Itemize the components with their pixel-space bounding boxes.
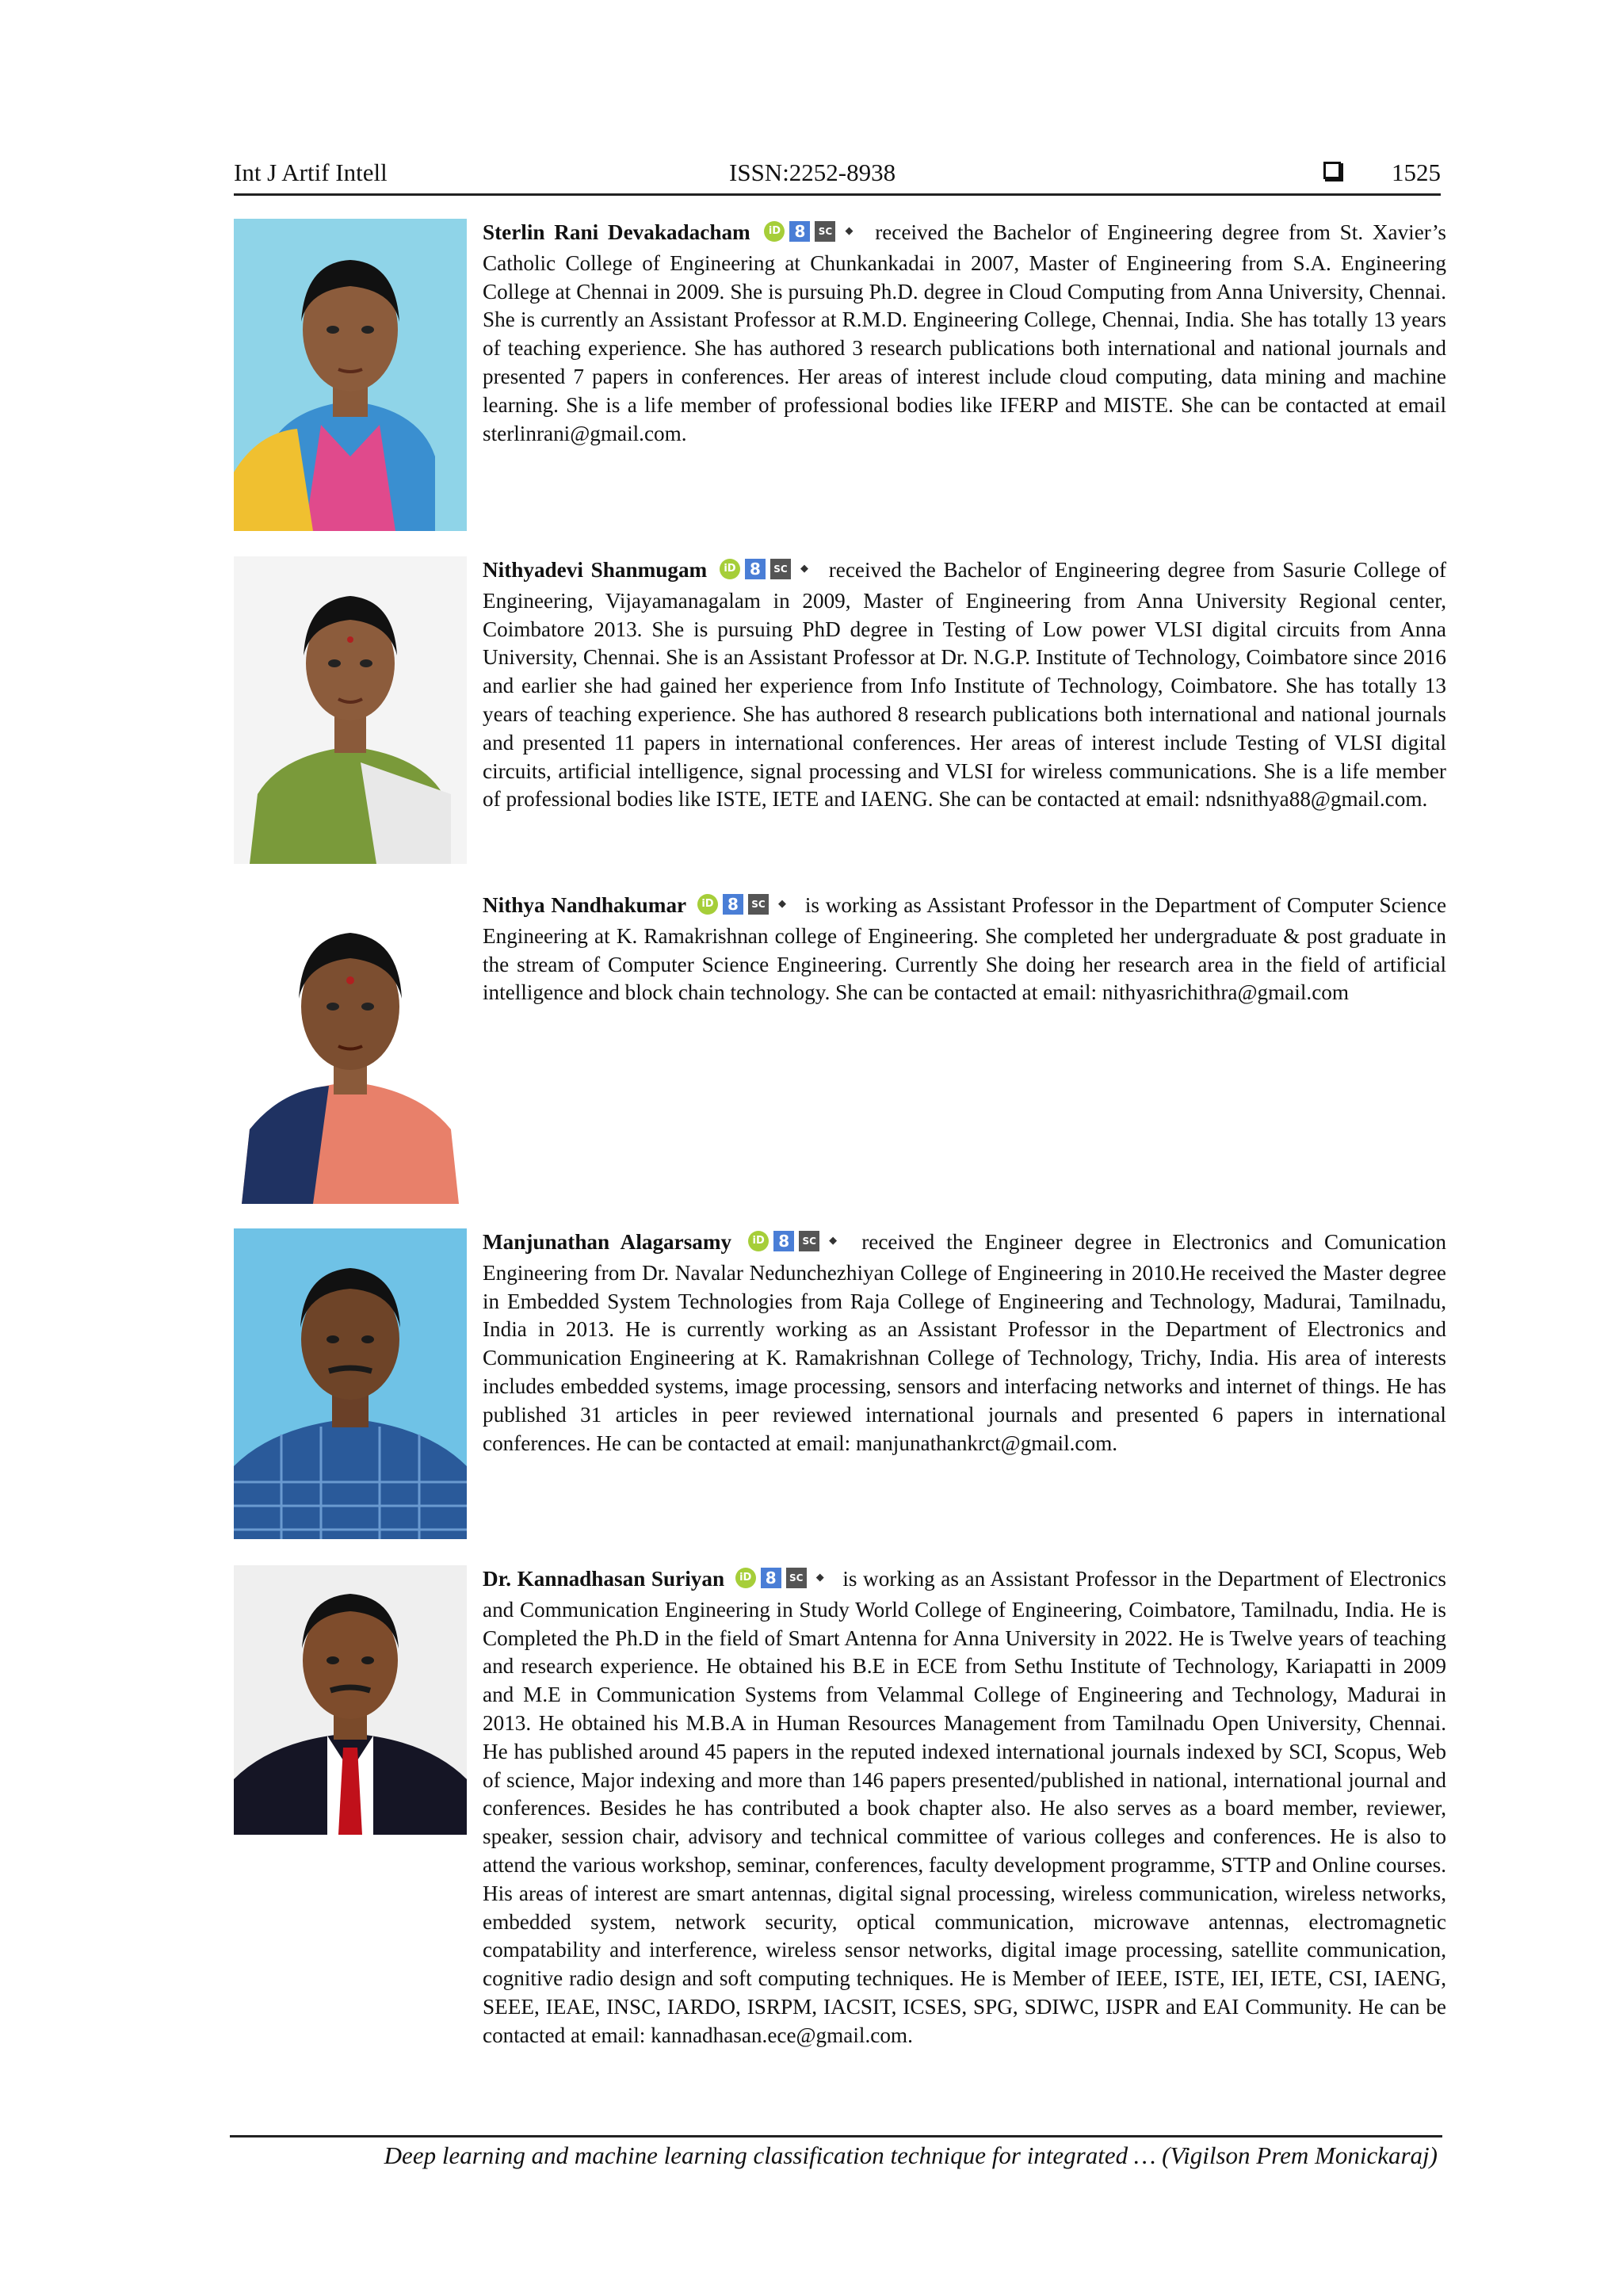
author-name-5: Dr. Kannadhasan Suriyan <box>483 1567 725 1591</box>
author-photo-2 <box>234 556 467 864</box>
author-description-2: received the Bachelor of Engineering degree from Sasurie College of Engineering, Vijayamanagalam in 2009, Master of Engineering from Anna University Regional center, Coimbatore 2013. She is pursuing PhD degree in Testing of Low power VLSI digital circuits from Anna University, Chennai. She is an Assistant Professor at Dr. N.G.P. Institute of Technology, Coimbatore since 2016 and earlier she had gained her experience from Info Institute of Technology, Coimbatore. She has totally 13 years of teaching experience. She has authored 8 research publications both international and national journals and presented 11 papers in international conferences. Her areas of interest include Testing of VLSI digital circuits, artificial intelligence, signal processing and VLSI for wireless communications. She is a life member of professional bodies like ISTE, IETE and IAENG. She can be contacted at email: ndsnithya88@gmail.com. <box>483 558 1447 812</box>
scopus-icon[interactable]: SC <box>748 894 769 915</box>
author-links-2 <box>720 559 818 587</box>
scopus-icon[interactable]: SC <box>786 1568 807 1588</box>
author-photo-3 <box>234 892 467 1204</box>
author-links-1 <box>764 221 862 250</box>
author-bio-text-4 <box>483 1228 1446 1457</box>
author-name-1: Sterlin Rani Devakadacham <box>483 220 750 244</box>
orcid-icon[interactable]: iD <box>748 1231 769 1251</box>
google-scholar-icon[interactable]: 8 <box>789 221 810 242</box>
footer-rule <box>230 2135 1442 2137</box>
author-name-2: Nithyadevi Shanmugam <box>483 558 708 582</box>
square-icon <box>1323 162 1341 179</box>
author-description-1: received the Bachelor of Engineering degree from St. Xavier’s Catholic College of Engineering at Chunkankadai in 2007, Master of Engineering from S.A. Engineering College at Chennai in 2009. She is pursuing Ph.D. degree in Cloud Computing from Anna University, Chennai. She is currently an Assistant Professor at R.M.D. Engineering College, Chennai, India. She has totally 13 years of teaching experience. She has authored 3 research publications both international and national journals and presented 7 papers in conferences. Her areas of interest include cloud computing, data mining and machine learning. She is a life member of professional bodies like IFERP and MISTE. She can be contacted at email sterlinrani@gmail.com. <box>483 220 1446 445</box>
publons-icon[interactable]: ◆ <box>829 1235 838 1247</box>
orcid-icon[interactable]: iD <box>697 894 718 915</box>
author-bio-text-2 <box>483 556 1446 814</box>
author-links-5 <box>735 1568 834 1596</box>
author-name-3: Nithya Nandhakumar <box>483 893 687 917</box>
publons-icon[interactable]: ◆ <box>800 563 808 575</box>
scopus-icon[interactable]: SC <box>770 559 791 579</box>
scopus-icon[interactable]: SC <box>815 221 835 242</box>
google-scholar-icon[interactable]: 8 <box>773 1231 794 1251</box>
author-photo-4 <box>234 1228 467 1539</box>
page-header <box>234 155 1441 196</box>
author-photo-1 <box>234 219 467 531</box>
scopus-icon[interactable]: SC <box>799 1231 819 1251</box>
orcid-icon[interactable]: iD <box>720 559 740 579</box>
running-title: Deep learning and machine learning classification technique for integrated … (Vigilson Prem Monickaraj) <box>384 2141 1438 2169</box>
author-bio-text-1 <box>483 219 1446 448</box>
google-scholar-icon[interactable]: 8 <box>761 1568 781 1588</box>
publons-icon[interactable]: ◆ <box>815 1572 824 1584</box>
author-photo-5 <box>234 1565 467 1835</box>
issn: ISSN:2252-8938 <box>729 159 896 186</box>
author-bio-text-5 <box>483 1565 1446 2050</box>
author-links-3 <box>697 894 796 923</box>
author-name-4: Manjunathan Alagarsamy <box>483 1230 732 1254</box>
author-description-4: received the Engineer degree in Electronics and Comunication Engineering from Dr. Navalar Nedunchezhiyan College of Engineering in 2010.He received the Master degree in Embedded System Technologies from Raja College of Engineering and Technology, Madurai, Tamilnadu, India in 2013. He is currently working as an Assistant Professor in the Department of Electronics and Communication Engineering at K. Ramakrishnan College of Technology, Trichy, India. His area of interests includes embedded systems, image processing, sensors and interfacing networks and internet of things. He has published 31 articles in peer reviewed international journals and presented 6 papers in international conferences. He can be contacted at email: manjunathankrct@gmail.com. <box>483 1230 1446 1455</box>
google-scholar-icon[interactable]: 8 <box>745 559 766 579</box>
orcid-icon[interactable]: iD <box>764 221 785 242</box>
publons-icon[interactable]: ◆ <box>777 898 786 910</box>
author-links-4 <box>748 1231 846 1259</box>
journal-name: Int J Artif Intell <box>234 159 388 186</box>
author-description-5: is working as an Assistant Professor in the Department of Electronics and Communication Engineering in Study World College of Engineering, Coimbatore, Tamilnadu, India. He is Completed the Ph.D in the field of Smart Antenna for Anna University in 2022. He is Twelve years of teaching and research experience. He obtained his B.E in ECE from Sethu Institute of Technology, Kariapatti in 2009 and M.E in Communication Systems from Velammal College of Engineering and Technology, Madurai in 2013. He obtained his M.B.A in Human Resources Management from Tamilnadu Open University, Chennai. He has published around 45 papers in the reputed indexed international journals indexed by SCI, Scopus, Web of science, Major indexing and more than 146 papers presented/published in national, international journal and conferences. Besides he has contributed a book chapter also. He also serves as a board member, reviewer, speaker, session chair, advisory and technical committee of various colleges and conferences. He is also to attend the various workshop, seminar, conferences, faculty development programme, STTP and Online courses. His areas of interest are smart antennas, digital signal processing, wireless communication, wireless networks, embedded system, network security, optical communication, microwave antennas, electromagnetic compatability and interference, wireless sensor networks, digital image processing, satellite communication, cognitive radio design and soft computing techniques. He is Member of IEEE, ISTE, IEI, IETE, CSI, IAENG, SEEE, IEAE, INSC, IARDO, ISRPM, IACSIT, ICSES, SPG, SDIWC, IJSPR and EAI Community. He can be contacted at email: kannadhasan.ece@gmail.com. <box>483 1567 1446 2047</box>
orcid-icon[interactable]: iD <box>735 1568 756 1588</box>
author-bio-text-3 <box>483 892 1446 1007</box>
google-scholar-icon[interactable]: 8 <box>723 894 743 915</box>
page-number: 1525 <box>1392 159 1441 186</box>
publons-icon[interactable]: ◆ <box>845 225 854 237</box>
author-description-3: is working as Assistant Professor in the Department of Computer Science Engineering at K. Ramakrishnan college of Engineering. She completed her undergraduate & post graduate in the stream of Computer Science Engineering. Currently She doing her research area in the field of artificial intelligence and block chain technology. She can be contacted at email: nithyasrichithra@gmail.com <box>483 893 1447 1005</box>
